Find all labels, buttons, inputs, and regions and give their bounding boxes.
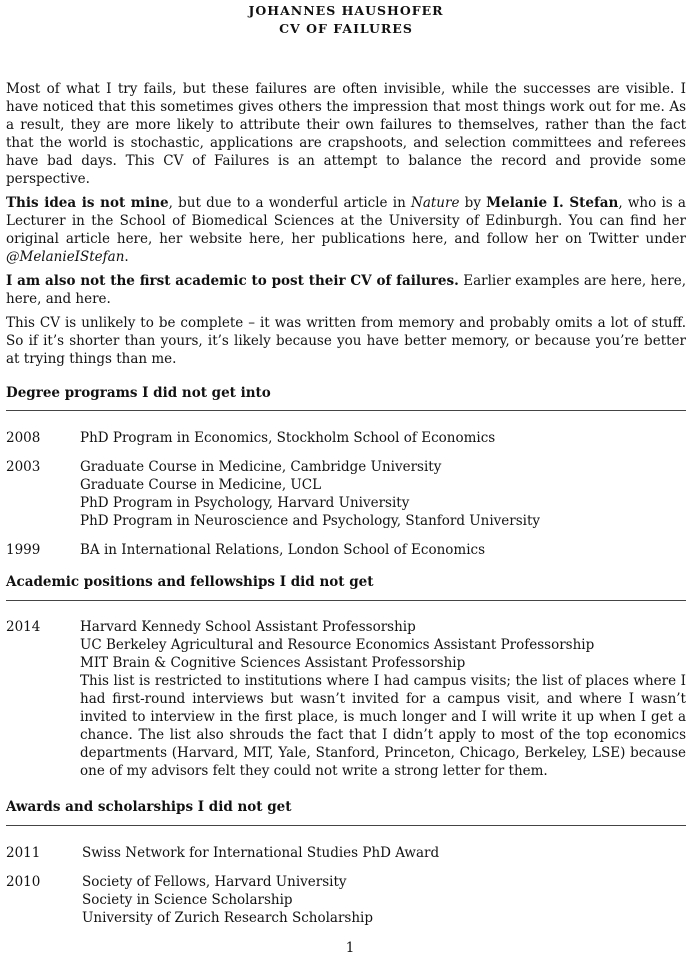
entry-line: UC Berkeley Agricultural and Resource Economics Assistant Professorship (80, 637, 595, 653)
entry-year: 1999 (6, 542, 41, 558)
entry-line: MIT Brain & Cognitive Sciences Assistant Professorship (80, 655, 466, 671)
entry-line: Society of Fellows, Harvard University (82, 874, 347, 890)
header (6, 2, 686, 38)
entry-line: Swiss Network for International Studies PhD Award (82, 845, 440, 861)
entry-year: 2010 (6, 874, 41, 890)
degree-entry (6, 458, 686, 530)
entry-year: 2008 (6, 430, 41, 446)
section-title-awards: Awards and scholarships I did not get (6, 799, 292, 815)
entry-year: 2011 (6, 845, 41, 861)
section-title-degree: Degree programs I did not get into (6, 385, 271, 401)
not-first-bold: I am also not the first academic to post their CV of failures. (6, 273, 459, 289)
page-number: 1 (345, 940, 355, 956)
author-credit: Melanie I. Stefan (486, 195, 619, 211)
degree-entry (6, 429, 686, 447)
degree-entry (6, 541, 686, 559)
section-title-academic: Academic positions and fellowships I did not get (6, 574, 374, 590)
entry-line: PhD Program in Neuroscience and Psychology, Stanford University (80, 513, 541, 529)
award-entry (6, 873, 686, 927)
intro-paragraph-2: This idea is not mine, but due to a wonderful article in Nature by Melanie I. Stefan, who is a Lecturer in the School of Biomedical Sciences at the University of Edinburgh. You can find her original article here, her website here, her publications here, and follow her on Twitter under @MelanieIStefan. (6, 195, 686, 265)
entry-line: Graduate Course in Medicine, UCL (80, 477, 322, 493)
entry-line: PhD Program in Economics, Stockholm School of Economics (80, 430, 496, 446)
cv-page (6, 0, 686, 927)
twitter-handle: @MelanieIStefan (6, 249, 125, 265)
section-divider (6, 410, 686, 411)
entry-line: Graduate Course in Medicine, Cambridge University (80, 459, 442, 475)
entry-line: BA in International Relations, London School of Economics (80, 542, 486, 558)
entry-year: 2003 (6, 459, 41, 475)
intro-paragraph-4: This CV is unlikely to be complete – it was written from memory and probably omits a lot of stuff. So if it’s shorter than yours, it’s likely because you have better memory, or because you’re better at trying things than me. (6, 315, 686, 367)
nature-journal: Nature (411, 195, 460, 211)
entry-line: Society in Science Scholarship (82, 892, 293, 908)
entry-line: University of Zurich Research Scholarship (82, 910, 374, 926)
idea-not-mine-bold: This idea is not mine (6, 195, 169, 211)
document-title: CV OF FAILURES (279, 21, 413, 36)
section-divider (6, 600, 686, 601)
award-entry (6, 844, 686, 862)
intro-paragraph-1: Most of what I try fails, but these failures are often invisible, while the successes are visible. I have noticed that this sometimes gives others the impression that most things work out for me. As a result, they are more likely to attribute their own failures to themselves, rather than the fact that the world is stochastic, applications are crapshoots, and selection committees and referees have bad days. This CV of Failures is an attempt to balance the record and provide some perspective. (6, 81, 686, 187)
entry-line: Harvard Kennedy School Assistant Professorship (80, 619, 416, 635)
entry-note: This list is restricted to institutions where I had campus visits; the list of places where I had first-round interviews but wasn’t invited for a campus visit, and where I wasn’t invited to interview in the first place, is much longer and I will write it up when I get a chance. The list also shrouds the fact that I didn’t apply to most of the top economics departments (Harvard, MIT, Yale, Stanford, Princeton, Chicago, Berkeley, LSE) because one of my advisors felt they could not write a strong letter for them. (80, 673, 686, 779)
academic-entry (6, 618, 686, 780)
entry-year: 2014 (6, 619, 41, 635)
entry-line: PhD Program in Psychology, Harvard University (80, 495, 410, 511)
section-divider (6, 825, 686, 826)
author-name: JOHANNES HAUSHOFER (248, 3, 444, 18)
intro-paragraph-3: I am also not the first academic to post their CV of failures. Earlier examples are here, here, here, and here. (6, 273, 687, 307)
